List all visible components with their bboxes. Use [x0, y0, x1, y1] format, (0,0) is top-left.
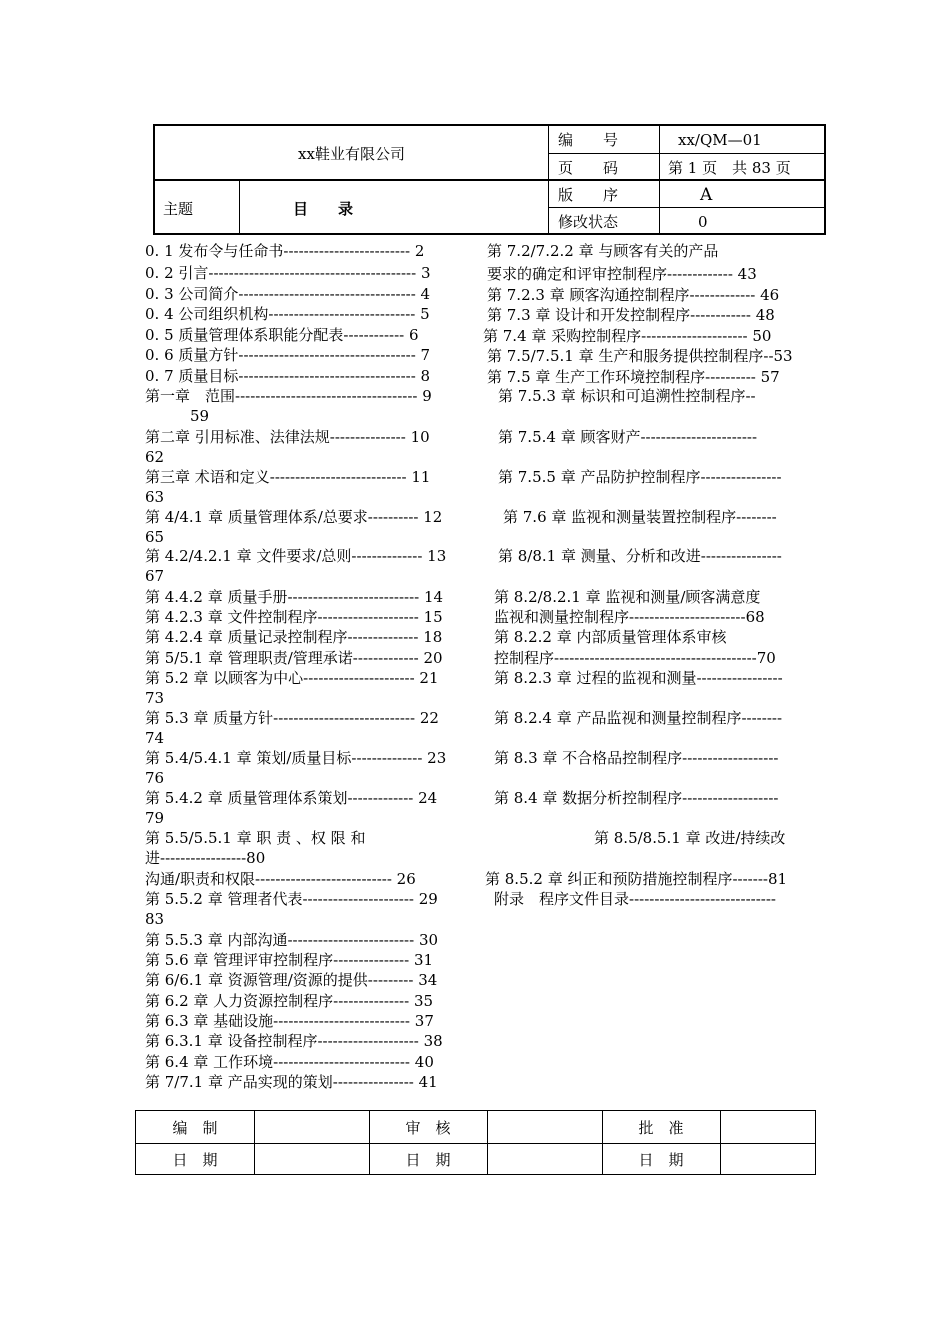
approved-by-field[interactable] [720, 1111, 815, 1143]
toc-entry: 第 7.2.3 章 顾客沟通控制程序------------- 46 [487, 286, 780, 304]
date-label: 日 期 [638, 1151, 684, 1169]
divider [155, 179, 824, 181]
toc-entry: 第 8.3 章 不合格品控制程序------------------- [494, 749, 779, 767]
toc-entry: 第 4.2.4 章 质量记录控制程序-------------- 18 [145, 628, 443, 646]
divider [239, 180, 240, 233]
field-label-version: 版 序 [558, 186, 619, 204]
toc-entry: 第 8.2.2 章 内部质量管理体系审核 [494, 628, 727, 646]
toc-entry: 控制程序----------------------------------------70 [494, 649, 776, 667]
toc-entry: 监视和测量控制程序-----------------------68 [494, 608, 765, 626]
toc-entry: 第 5.5.2 章 管理者代表---------------------- 29 [145, 890, 438, 908]
toc-entry: 第 5.4/5.4.1 章 策划/质量目标-------------- 23 [145, 749, 447, 767]
toc-entry: 进-----------------80 [145, 849, 266, 867]
toc-entry: 62 [145, 448, 165, 466]
prepared-date-field[interactable] [254, 1144, 369, 1175]
field-value-version: A [700, 184, 713, 205]
toc-entry: 附录 程序文件目录----------------------------- [494, 890, 776, 908]
toc-entry: 第一章 范围------------------------------------ 9 [145, 387, 432, 405]
field-value-status: 0 [698, 212, 708, 231]
subject-value: 目 录 [293, 199, 354, 218]
toc-entry: 0. 6 质量方针----------------------------------- 7 [145, 346, 431, 364]
toc-entry: 第 6.2 章 人力资源控制程序--------------- 35 [145, 992, 434, 1010]
toc-entry: 0. 5 质量管理体系职能分配表------------ 6 [145, 326, 419, 344]
company-name: xx鞋业有限公司 [298, 144, 405, 163]
toc-entry: 第 5.3 章 质量方针---------------------------- 22 [145, 709, 439, 727]
reviewed-date-field[interactable] [487, 1144, 602, 1175]
divider [136, 1143, 815, 1144]
toc-entry: 第 7.5/7.5.1 章 生产和服务提供控制程序--53 [487, 347, 793, 365]
toc-entry: 83 [145, 910, 165, 928]
approved-date-field[interactable] [720, 1144, 815, 1175]
divider [487, 1111, 488, 1174]
toc-entry: 第 8/8.1 章 测量、分析和改进---------------- [498, 547, 782, 565]
toc-entry: 第 5.5.3 章 内部沟通------------------------- 30 [145, 931, 439, 949]
toc-entry: 第 6.3 章 基础设施--------------------------- 37 [145, 1012, 434, 1030]
toc-entry: 67 [145, 567, 165, 585]
toc-entry: 第 7.5.4 章 顾客财产----------------------- [498, 428, 758, 446]
toc-entry: 第 7.5 章 生产工作环境控制程序---------- 57 [487, 368, 780, 386]
divider [548, 207, 824, 208]
toc-entry: 79 [145, 809, 165, 827]
toc-entry: 第 6.4 章 工作环境--------------------------- 40 [145, 1053, 434, 1071]
field-value-page: 第 1 页 共 83 页 [668, 159, 791, 177]
toc-entry: 第 5.2 章 以顾客为中心---------------------- 21 [145, 669, 439, 687]
date-label: 日 期 [172, 1151, 218, 1169]
toc-entry: 第 5.6 章 管理评审控制程序--------------- 31 [145, 951, 434, 969]
toc-entry: 63 [145, 488, 165, 506]
toc-entry: 第 4.4.2 章 质量手册-------------------------- 14 [145, 588, 444, 606]
toc-entry: 第 8.2.4 章 产品监视和测量控制程序-------- [494, 709, 783, 727]
toc-entry: 59 [145, 407, 210, 425]
toc-entry: 第 6.3.1 章 设备控制程序-------------------- 38 [145, 1032, 443, 1050]
toc-entry: 74 [145, 729, 165, 747]
toc-entry: 第 4/4.1 章 质量管理体系/总要求---------- 12 [145, 508, 443, 526]
toc-entry: 0. 3 公司简介----------------------------------- 4 [145, 285, 431, 303]
prepared-by-field[interactable] [254, 1111, 369, 1143]
toc-entry: 第 4.2.3 章 文件控制程序-------------------- 15 [145, 608, 443, 626]
reviewed-by-field[interactable] [487, 1111, 602, 1143]
subject-label: 主题 [163, 199, 194, 218]
prepared-by-label: 编 制 [172, 1118, 218, 1137]
toc-entry: 第 8.2/8.2.1 章 监视和测量/顾客满意度 [494, 588, 761, 606]
toc-entry: 第二章 引用标准、法律法规--------------- 10 [145, 428, 430, 446]
toc-entry: 第 5/5.1 章 管理职责/管理承诺------------- 20 [145, 649, 443, 667]
toc-entry: 第三章 术语和定义--------------------------- 11 [145, 468, 431, 486]
toc-entry: 76 [145, 769, 165, 787]
toc-entry: 65 [145, 528, 165, 546]
divider [602, 1111, 603, 1174]
reviewed-by-label: 审 核 [405, 1118, 451, 1137]
toc-entry: 第 7.2/7.2.2 章 与顾客有关的产品 [487, 242, 719, 260]
toc-entry: 第 5.5/5.5.1 章 职 责 、权 限 和 [145, 829, 366, 847]
field-label-page: 页 码 [558, 159, 619, 177]
field-label-number: 编 号 [558, 131, 619, 149]
toc-entry: 沟通/职责和权限--------------------------- 26 [145, 870, 416, 888]
approved-by-label: 批 准 [638, 1118, 684, 1137]
toc-entry: 第 7/7.1 章 产品实现的策划---------------- 41 [145, 1073, 438, 1091]
field-label-status: 修改状态 [558, 213, 619, 231]
toc-entry: 73 [145, 689, 165, 707]
toc-entry: 0. 7 质量目标----------------------------------- 8 [145, 367, 431, 385]
toc-entry: 第 8.5/8.5.1 章 改进/持续改 [594, 829, 786, 847]
divider [254, 1111, 255, 1174]
toc-entry: 0. 1 发布令与任命书------------------------- 2 [145, 242, 425, 260]
toc-entry: 第 7.6 章 监视和测量装置控制程序-------- [503, 508, 777, 526]
toc-entry: 第 7.3 章 设计和开发控制程序------------ 48 [487, 306, 775, 324]
field-value-number: xx/QM—01 [678, 130, 762, 149]
toc-entry: 第 7.5.5 章 产品防护控制程序---------------- [498, 468, 782, 486]
toc-entry: 0. 2 引言----------------------------------------- 3 [145, 264, 431, 282]
toc-entry: 第 6/6.1 章 资源管理/资源的提供--------- 34 [145, 971, 438, 989]
toc-entry: 第 5.4.2 章 质量管理体系策划------------- 24 [145, 789, 438, 807]
toc-entry: 第 8.2.3 章 过程的监视和测量----------------- [494, 669, 783, 687]
toc-entry: 第 7.4 章 采购控制程序--------------------- 50 [483, 327, 772, 345]
toc-entry: 第 4.2/4.2.1 章 文件要求/总则-------------- 13 [145, 547, 447, 565]
toc-entry: 第 8.5.2 章 纠正和预防措施控制程序-------81 [485, 870, 788, 888]
toc-entry: 第 8.4 章 数据分析控制程序------------------- [494, 789, 779, 807]
header-table [153, 124, 826, 235]
toc-entry: 第 7.5.3 章 标识和可追溯性控制程序-- [498, 387, 756, 405]
signature-table [135, 1110, 816, 1175]
date-label: 日 期 [405, 1151, 451, 1169]
toc-entry: 0. 4 公司组织机构----------------------------- 5 [145, 305, 430, 323]
divider [720, 1111, 721, 1174]
divider [369, 1111, 370, 1174]
divider [548, 153, 824, 154]
toc-entry: 要求的确定和评审控制程序------------- 43 [487, 265, 757, 283]
